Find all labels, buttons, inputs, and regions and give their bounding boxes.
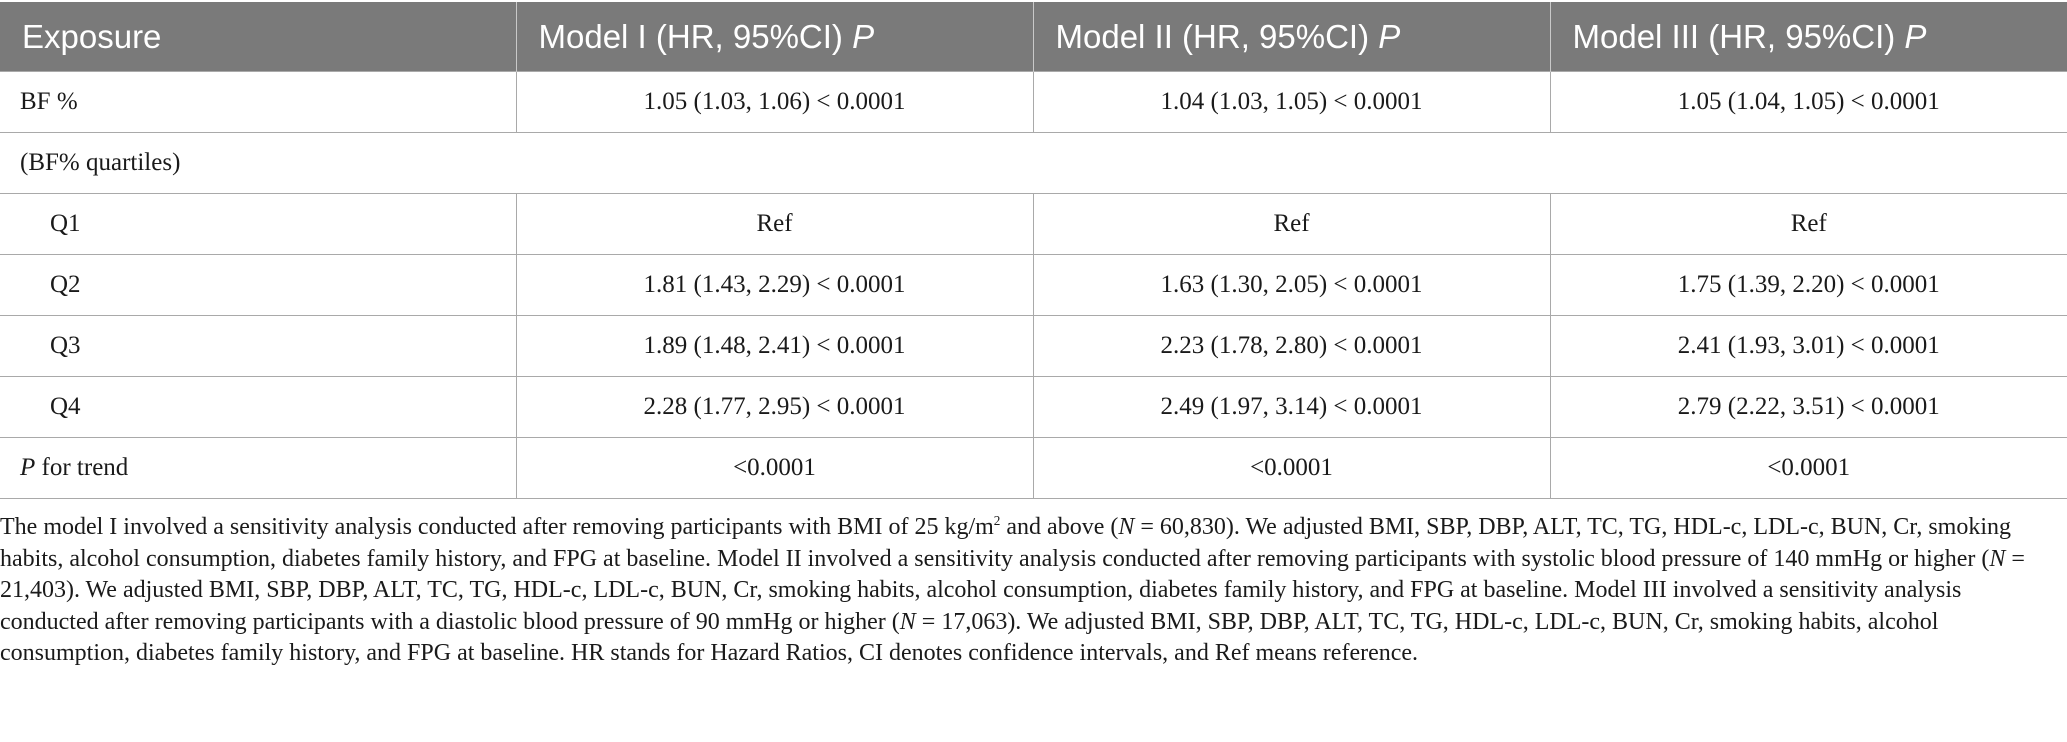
table-cell: <0.0001 xyxy=(1033,438,1550,499)
table-footnote: The model I involved a sensitivity analysis conducted after removing participants with BMI of 25 $kg/m^2$ and above (N = 60,830). We adjusted BMI, SBP, DBP, ALT, TC, TG, HDL-c, LDL-c, BUN, Cr, smoking habits, alcohol consumption, diabetes family history, and FPG at baseline. Model II involved a sensitivity analysis conducted after removing participants with systolic blood pressure of 140 mmHg or higher (N = 21,403). We adjusted BMI, SBP, DBP, ALT, TC, TG, HDL-c, LDL-c, BUN, Cr, smoking habits, alcohol consumption, diabetes family history, and FPG at baseline. Model III involved a sensitivity analysis conducted after removing participants with a diastolic blood pressure of 90 mmHg or higher (N = 17,063). We adjusted BMI, SBP, DBP, ALT, TC, TG, HDL-c, LDL-c, BUN, Cr, smoking habits, alcohol consumption, diabetes family history, and FPG at baseline. HR stands for Hazard Ratios, CI denotes confidence intervals, and Ref means reference. xyxy=(0,512,2025,666)
table-cell: 2.23 (1.78, 2.80) < 0.0001 xyxy=(1033,316,1550,377)
table-header-row xyxy=(0,2,2067,72)
header-model-1: Model I (HR, 95%CI) P xyxy=(516,2,1033,72)
table-row xyxy=(0,255,2067,316)
table-row xyxy=(0,194,2067,255)
header-model-3: Model III (HR, 95%CI) P xyxy=(1550,2,2067,72)
row-label: Q1 xyxy=(0,194,516,255)
table-cell: 2.28 (1.77, 2.95) < 0.0001 xyxy=(516,377,1033,438)
table-cell: 1.89 (1.48, 2.41) < 0.0001 xyxy=(516,316,1033,377)
table-row xyxy=(0,438,2067,499)
table-cell: 1.63 (1.30, 2.05) < 0.0001 xyxy=(1033,255,1550,316)
row-label: Q3 xyxy=(0,316,516,377)
table-cell: 1.05 (1.04, 1.05) < 0.0001 xyxy=(1550,72,2067,133)
header-model-2: Model II (HR, 95%CI) P xyxy=(1033,2,1550,72)
header-exposure: Exposure xyxy=(0,2,516,72)
section-label: (BF% quartiles) xyxy=(0,133,2067,194)
table-cell: <0.0001 xyxy=(516,438,1033,499)
table-cell: 2.79 (2.22, 3.51) < 0.0001 xyxy=(1550,377,2067,438)
table-container xyxy=(0,2,2067,499)
row-label: Q4 xyxy=(0,377,516,438)
table-cell: 1.81 (1.43, 2.29) < 0.0001 xyxy=(516,255,1033,316)
table-cell: 1.04 (1.03, 1.05) < 0.0001 xyxy=(1033,72,1550,133)
table-cell: 1.75 (1.39, 2.20) < 0.0001 xyxy=(1550,255,2067,316)
row-label: BF % xyxy=(0,72,516,133)
row-label: Q2 xyxy=(0,255,516,316)
table-row-section xyxy=(0,133,2067,194)
table-cell: Ref xyxy=(1033,194,1550,255)
table-cell: 1.05 (1.03, 1.06) < 0.0001 xyxy=(516,72,1033,133)
table-row xyxy=(0,316,2067,377)
table-row xyxy=(0,377,2067,438)
results-table xyxy=(0,2,2067,499)
table-row xyxy=(0,72,2067,133)
table-cell: Ref xyxy=(1550,194,2067,255)
table-cell: 2.41 (1.93, 3.01) < 0.0001 xyxy=(1550,316,2067,377)
table-cell: <0.0001 xyxy=(1550,438,2067,499)
table-cell: 2.49 (1.97, 3.14) < 0.0001 xyxy=(1033,377,1550,438)
row-label: P for trend xyxy=(0,438,516,499)
table-cell: Ref xyxy=(516,194,1033,255)
